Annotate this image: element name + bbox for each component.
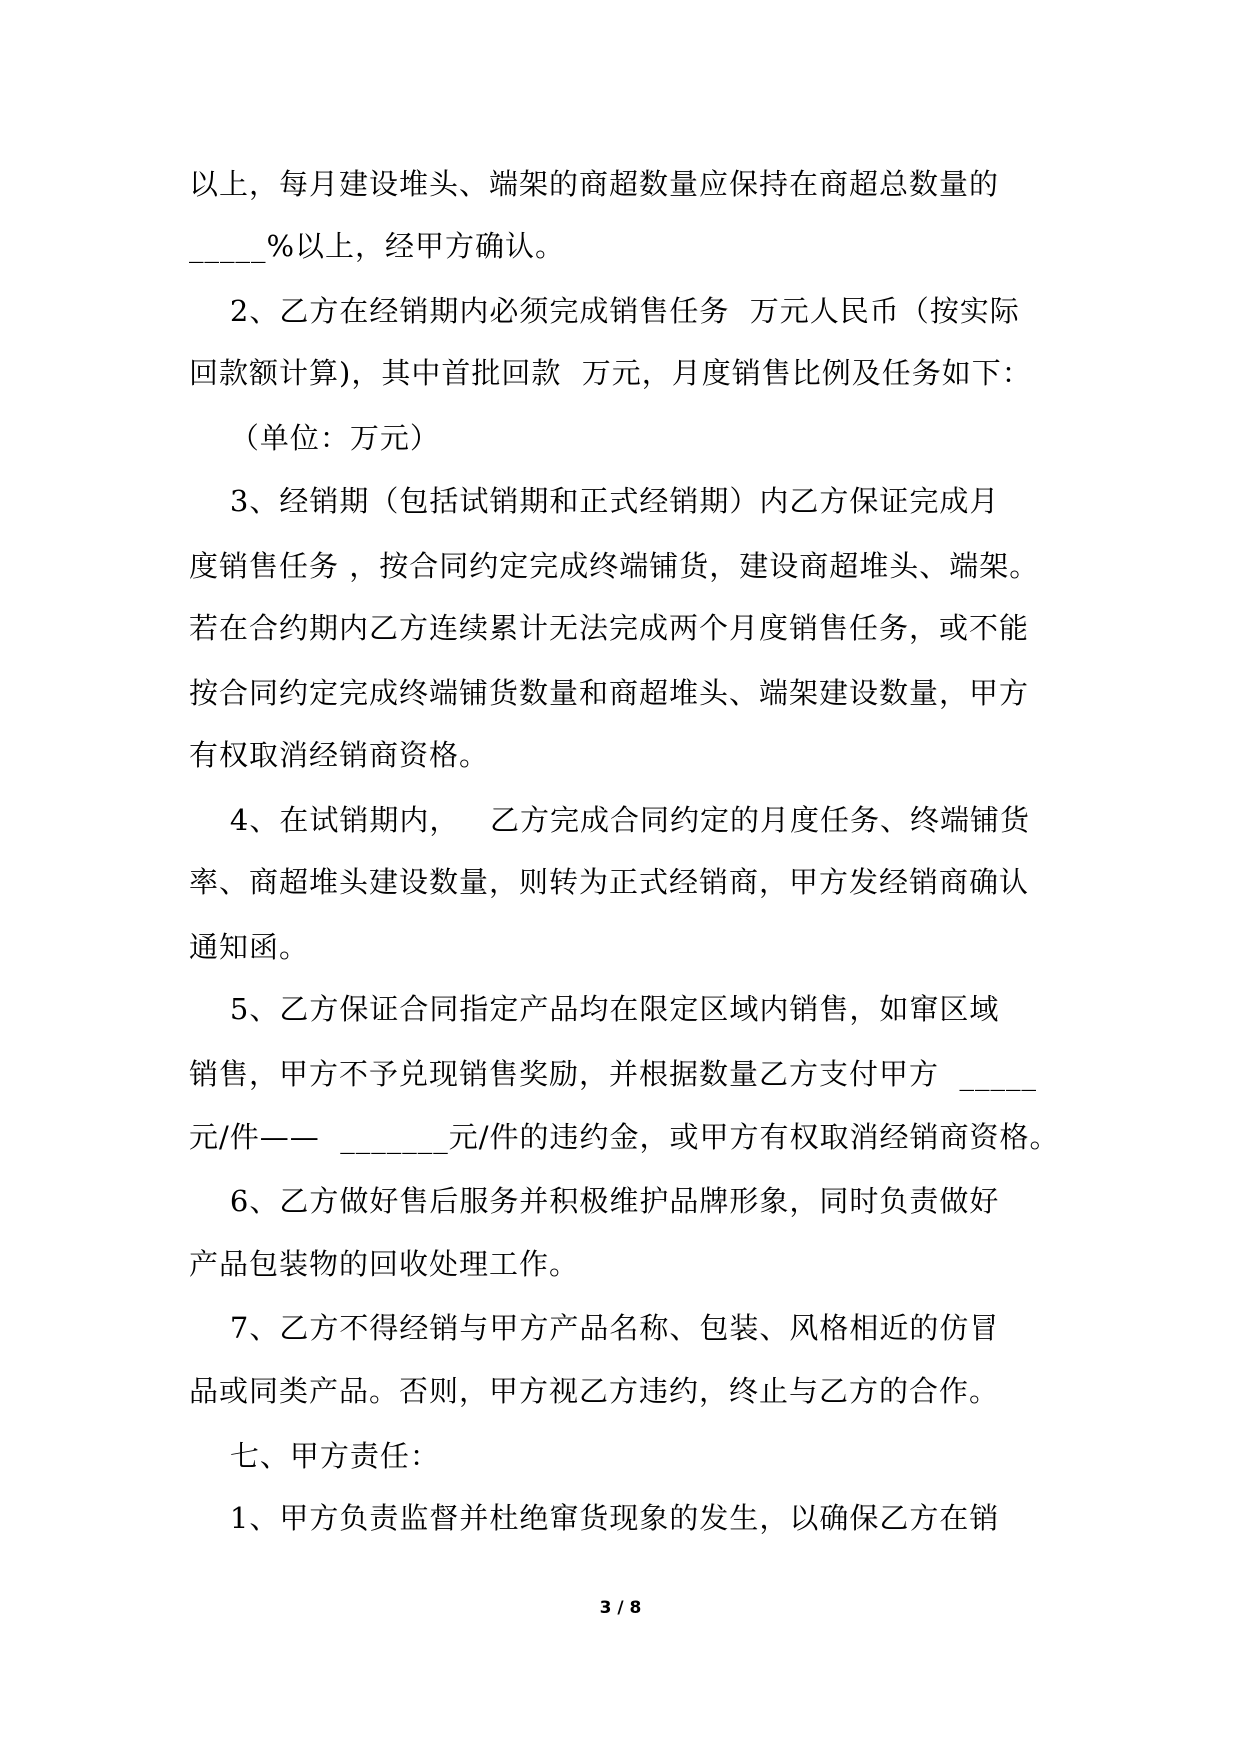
text-line: 按合同约定完成终端铺货数量和商超堆头、端架建设数量，甲方 [189,676,1030,710]
text-line: 度销售任务 ，按合同约定完成终端铺货，建设商超堆头、端架。 [189,549,1040,583]
text-line: _____%以上，经甲方确认。 [189,229,566,263]
text-line: （单位：万元） [189,421,440,455]
text-line: 4、在试销期内， 乙方完成合同约定的月度任务、终端铺货 [189,803,1030,837]
text-line: 七、甲方责任： [189,1439,440,1473]
text-line: 以上，每月建设堆头、端架的商超数量应保持在商超总数量的 [189,167,1000,201]
text-line: 率、商超堆头建设数量，则转为正式经销商，甲方发经销商确认 [189,865,1030,899]
text-line: 6、乙方做好售后服务并积极维护品牌形象，同时负责做好 [189,1184,1000,1218]
text-line: 7、乙方不得经销与甲方产品名称、包装、风格相近的仿冒 [189,1311,1000,1345]
text-line: 通知函。 [189,930,310,964]
text-line: 若在合约期内乙方连续累计无法完成两个月度销售任务，或不能 [189,611,1030,645]
text-line: 回款额计算)，其中首批回款 万元，月度销售比例及任务如下： [189,356,1032,390]
text-line: 1、甲方负责监督并杜绝窜货现象的发生，以确保乙方在销 [189,1501,1000,1535]
text-line: 3、经销期（包括试销期和正式经销期）内乙方保证完成月 [189,484,1000,518]
text-line: 品或同类产品。否则，甲方视乙方违约，终止与乙方的合作。 [189,1374,1000,1408]
text-line: 5、乙方保证合同指定产品均在限定区域内销售，如窜区域 [189,992,1000,1026]
text-line: 有权取消经销商资格。 [189,738,490,772]
page-number: 3 / 8 [599,1598,642,1618]
text-line: 2、乙方在经销期内必须完成销售任务 万元人民币（按实际 [189,294,1020,328]
text-line: 元/件—— _______元/件的违约金，或甲方有权取消经销商资格。 [189,1120,1060,1154]
text-line: 销售，甲方不予兑现销售奖励，并根据数量乙方支付甲方 _____ [189,1057,1037,1091]
text-line: 产品包装物的回收处理工作。 [189,1247,580,1281]
